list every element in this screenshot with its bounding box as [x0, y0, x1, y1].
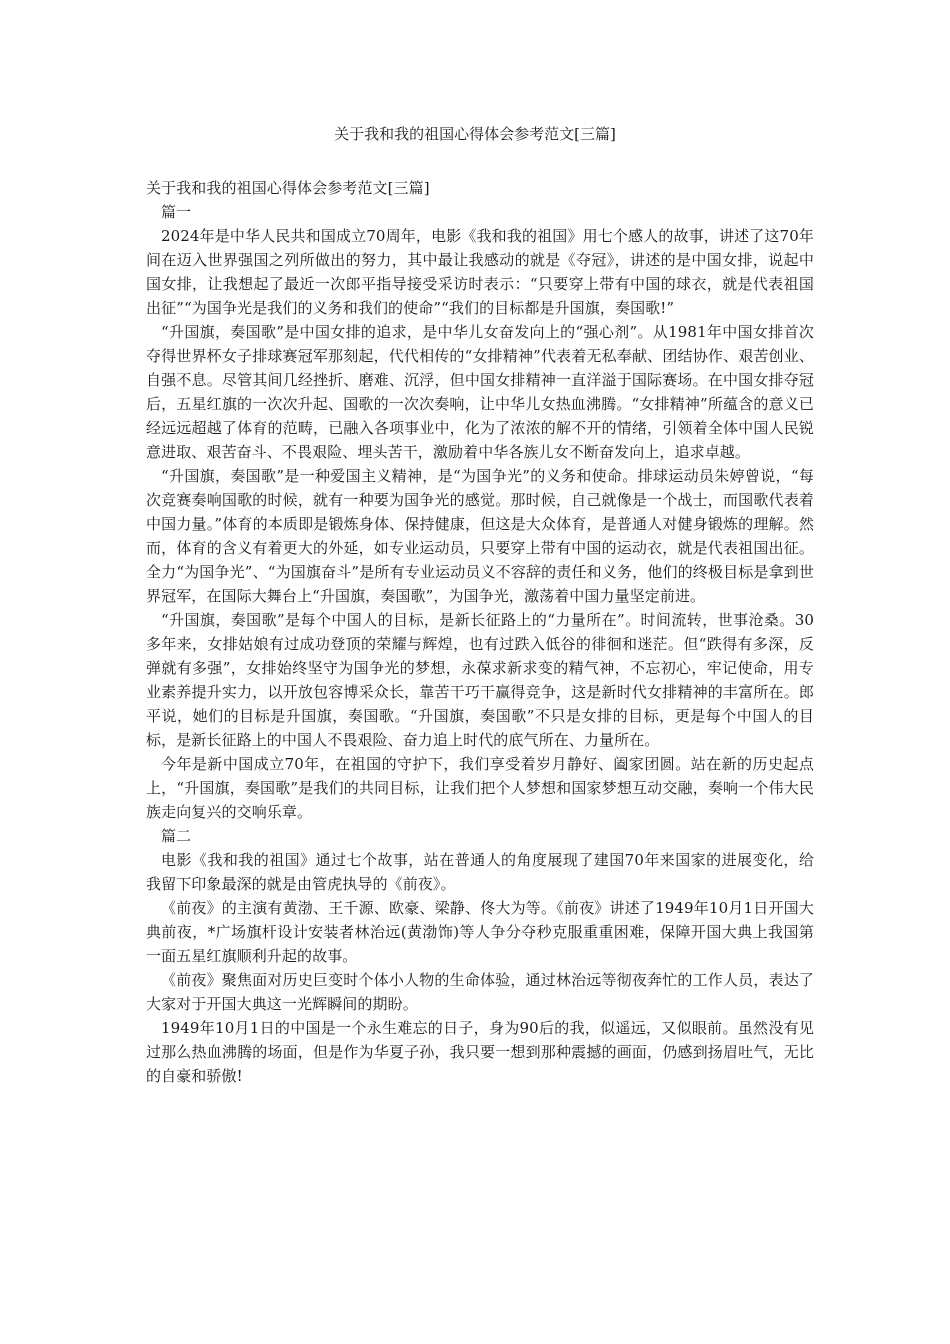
- paragraph: “升国旗，奏国歌”是每个中国人的目标，是新长征路上的“力量所在”。时间流转，世事沧桑。30多年来，女排姑娘有过成功登顶的荣耀与辉煌，也有过跌入低谷的徘徊和迷茫。但“跌得有多深，反弹就有多强”，女排始终坚守为国争光的梦想，永葆求新求变的精气神，不忘初心，牢记使命，用专业素养提升实力，以开放包容博采众长，靠苦干巧干赢得竞争，这是新时代女排精神的丰富所在。郎平说，她们的目标是升国旗，奏国歌。“升国旗，奏国歌”不只是女排的目标，更是每个中国人的目标，是新长征路上的中国人不畏艰险、奋力追上时代的底气所在、力量所在。: [146, 611, 814, 749]
- paragraph: 《前夜》的主演有黄渤、王千源、欧豪、梁静、佟大为等。《前夜》讲述了1949年10月1日开国大典前夜，*广场旗杆设计安装者林治远(黄渤饰)等人争分夺秒克服重重困难，保障开国大典上我国第一面五星红旗顺利升起的故事。: [146, 899, 814, 965]
- section-heading-1: 篇一: [161, 203, 192, 221]
- paragraph: “升国旗，奏国歌”是一种爱国主义精神，是“为国争光”的义务和使命。排球运动员朱婷曾说，“每次竞赛奏响国歌的时候，就有一种要为国争光的感觉。那时候，自己就像是一个战士，而国歌代表着中国力量。”体育的本质即是锻炼身体、保持健康，但这是大众体育，是普通人对健身锻炼的理解。然而，体育的含义有着更大的外延，如专业运动员，只要穿上带有中国的运动衣，就是代表祖国出征。全力“为国争光”、“为国旗奋斗”是所有专业运动员义不容辞的责任和义务，他们的终极目标是拿到世界冠军，在国际大舞台上“升国旗，奏国歌”，为国争光，激荡着中国力量坚定前进。: [146, 467, 814, 605]
- document-body: [146, 176, 814, 1088]
- paragraph: 今年是新中国成立70年，在祖国的守护下，我们享受着岁月静好、阖家团圆。站在新的历史起点上，“升国旗，奏国歌”是我们的共同目标，让我们把个人梦想和国家梦想互动交融，奏响一个伟大民族走向复兴的交响乐章。: [146, 755, 814, 821]
- paragraph: 2024年是中华人民共和国成立70周年，电影《我和我的祖国》用七个感人的故事，讲述了这70年间在迈入世界强国之列所做出的努力，其中最让我感动的就是《夺冠》，讲述的是中国女排，说起中国女排，让我想起了最近一次郎平指导接受采访时表示：“只要穿上带有中国的球衣，就是代表祖国出征”“为国争光是我们的义务和我们的使命”“我们的目标都是升国旗，奏国歌!”: [146, 227, 814, 317]
- paragraph: 电影《我和我的祖国》通过七个故事，站在普通人的角度展现了建国70年来国家的进展变化，给我留下印象最深的就是由管虎执导的《前夜》。: [146, 851, 814, 893]
- section-heading-2: 篇二: [161, 827, 192, 845]
- paragraph: 1949年10月1日的中国是一个永生难忘的日子，身为90后的我，似遥远，又似眼前。虽然没有见过那么热血沸腾的场面，但是作为华夏子孙，我只要一想到那种震撼的画面，仍感到扬眉吐气，无比的自豪和骄傲!: [146, 1019, 814, 1085]
- document-subtitle: 关于我和我的祖国心得体会参考范文[三篇]: [146, 179, 430, 197]
- document-title: 关于我和我的祖国心得体会参考范文[三篇]: [334, 125, 616, 143]
- paragraph: “升国旗，奏国歌”是中国女排的追求，是中华儿女奋发向上的“强心剂”。从1981年中国女排首次夺得世界杯女子排球赛冠军那刻起，代代相传的“女排精神”代表着无私奉献、团结协作、艰苦创业、自强不息。尽管其间几经挫折、磨难、沉浮，但中国女排精神一直洋溢于国际赛场。在中国女排夺冠后，五星红旗的一次次升起、国歌的一次次奏响，让中华儿女热血沸腾。“女排精神”所蕴含的意义已经远远超越了体育的范畴，已融入各项事业中，化为了浓浓的解不开的情绪，引领着全体中国人民锐意进取、艰苦奋斗、不畏艰险、埋头苦干，激励着中华各族儿女不断奋发向上，追求卓越。: [146, 323, 814, 461]
- paragraph: 《前夜》聚焦面对历史巨变时个体小人物的生命体验，通过林治远等彻夜奔忙的工作人员，表达了大家对于开国大典这一光辉瞬间的期盼。: [146, 971, 814, 1013]
